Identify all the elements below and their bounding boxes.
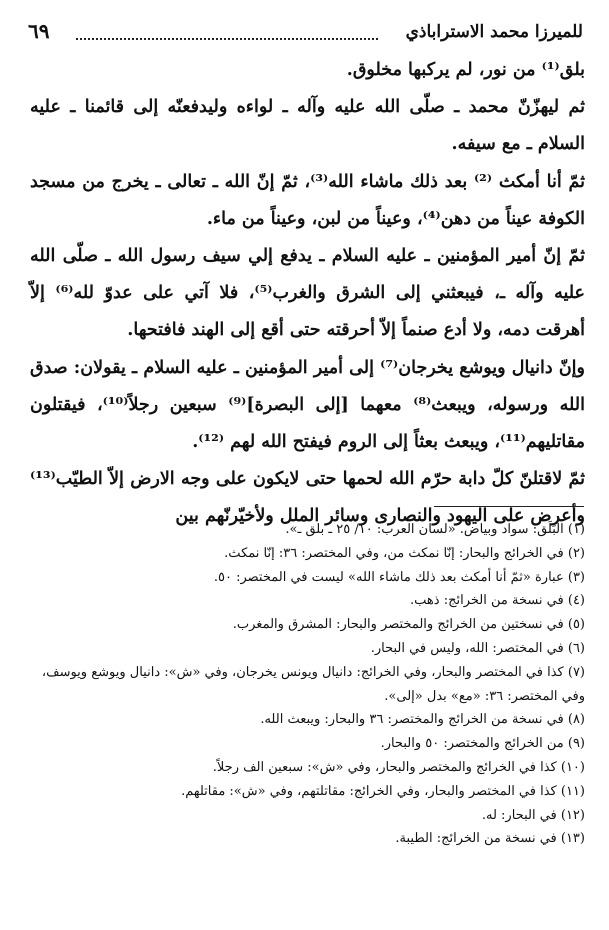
footnote-3: (٣) عبارة «ثمّ أنا أمكث بعد ذلك ماشاء الله» ليست في المختصر: ٥٠. xyxy=(213,569,585,585)
footnote-9: (٩) من الخرائج والمختصر: ٥٠ والبحار. xyxy=(380,736,585,752)
footnote-6: (٦) في المختصر: الله، وليس في البحار. xyxy=(370,640,585,656)
footnote-5: (٥) في نسختين من الخرائج والمختصر والبحار: المشرق والمغرب. xyxy=(232,617,585,633)
footnote-13: (١٣) في نسخة من الخرائج: الطيبة. xyxy=(395,831,585,847)
paragraph-2: ثم ليهزّنّ محمد ـ صلّى الله عليه وآله ـ لواءه وليدفعنّه إلى قائمنا ـ عليه السلام ـ مع سيفه. xyxy=(30,97,585,155)
page-header xyxy=(28,19,583,52)
header-dotted-rule xyxy=(76,38,378,40)
footnote-2: (٢) في الخرائج والبحار: إنّا نمكث من، وفي المختصر: ٣٦: إنّا نمكث. xyxy=(224,545,585,561)
footnote-separator xyxy=(434,506,584,507)
footnote-11: (١١) كذا في المختصر والبحار، وفي الخرائج: مقاتلتهم، وفي «ش»: مقاتلهم. xyxy=(181,783,585,799)
footnote-8: (٨) في نسخة من الخرائج والمختصر: ٣٦ والبحار: ويبعث الله. xyxy=(260,712,585,728)
paragraph-4: ثمّ إنّ أمير المؤمنين ـ عليه السلام ـ يدفع إلي سيف رسول الله ـ صلّى الله عليه وآله ـ، فيبعثني إلى الشرق والغرب⁽⁵⁾، فلا آتي على عدوّ لله⁽⁶⁾ إلاّ أهرقت دمه، ولا أدع صنماً إلاّ أحرقته حتى أقع إلى الهند فافتحها. xyxy=(30,246,585,341)
footnote-10: (١٠) كذا في الخرائج والمختصر والبحار، وفي «ش»: سبعين الف رجلاً. xyxy=(212,759,585,775)
main-text xyxy=(30,52,585,536)
paragraph-5: وإنّ دانيال ويوشع يخرجان⁽⁷⁾ إلى أمير المؤمنين ـ عليه السلام ـ يقولان: صدق الله ورسوله، ويبعث⁽⁸⁾ معهما [إلى البصرة]⁽⁹⁾ سبعين رجلاً⁽¹⁰⁾، فيقتلون مقاتليهم⁽¹¹⁾، ويبعث بعثاً إلى الروم فيفتح الله لهم ⁽¹²⁾. xyxy=(30,357,585,453)
footnote-12: (١٢) في البحار: له. xyxy=(481,807,585,823)
paragraph-3: ثمّ أنا أمكث ⁽²⁾ بعد ذلك ماشاء الله⁽³⁾، ثمّ إنّ الله ـ تعالى ـ يخرج من مسجد الكوفة عيناً من دهن⁽⁴⁾، وعيناً من لبن، وعيناً من ماء. xyxy=(30,171,585,229)
paragraph-1: بلق⁽¹⁾ من نور، لم يركبها مخلوق. xyxy=(346,60,585,80)
page-number: ٦٩ xyxy=(28,19,50,43)
footnote-7: (٧) كذا في المختصر والبحار، وفي الخرائج: دانيال ويونس يخرجان، وفي «ش»: دانيال ويوشع ويوسف، وفي المختصر: ٣٦: «مع» بدل «إلى». xyxy=(41,664,585,704)
footnote-4: (٤) في نسخة من الخرائج: ذهب. xyxy=(410,593,585,609)
running-title: للميرزا محمد الاستراباذي xyxy=(405,22,583,42)
footnote-1: (١) البَلَق: سواد وبياض. «لسان العرب: ١٠/ ٢٥ ـ بلق ـ». xyxy=(285,522,585,537)
paragraph-6: ثمّ لاقتلنّ كلّ دابة حرّم الله لحمها حتى لايكون على وجه الارض إلاّ الطيّب⁽¹³⁾ وأعرض على اليهود والنصارى وسائر الملل ولأخيّرنّهم بين xyxy=(30,469,585,527)
footnotes xyxy=(28,518,585,851)
